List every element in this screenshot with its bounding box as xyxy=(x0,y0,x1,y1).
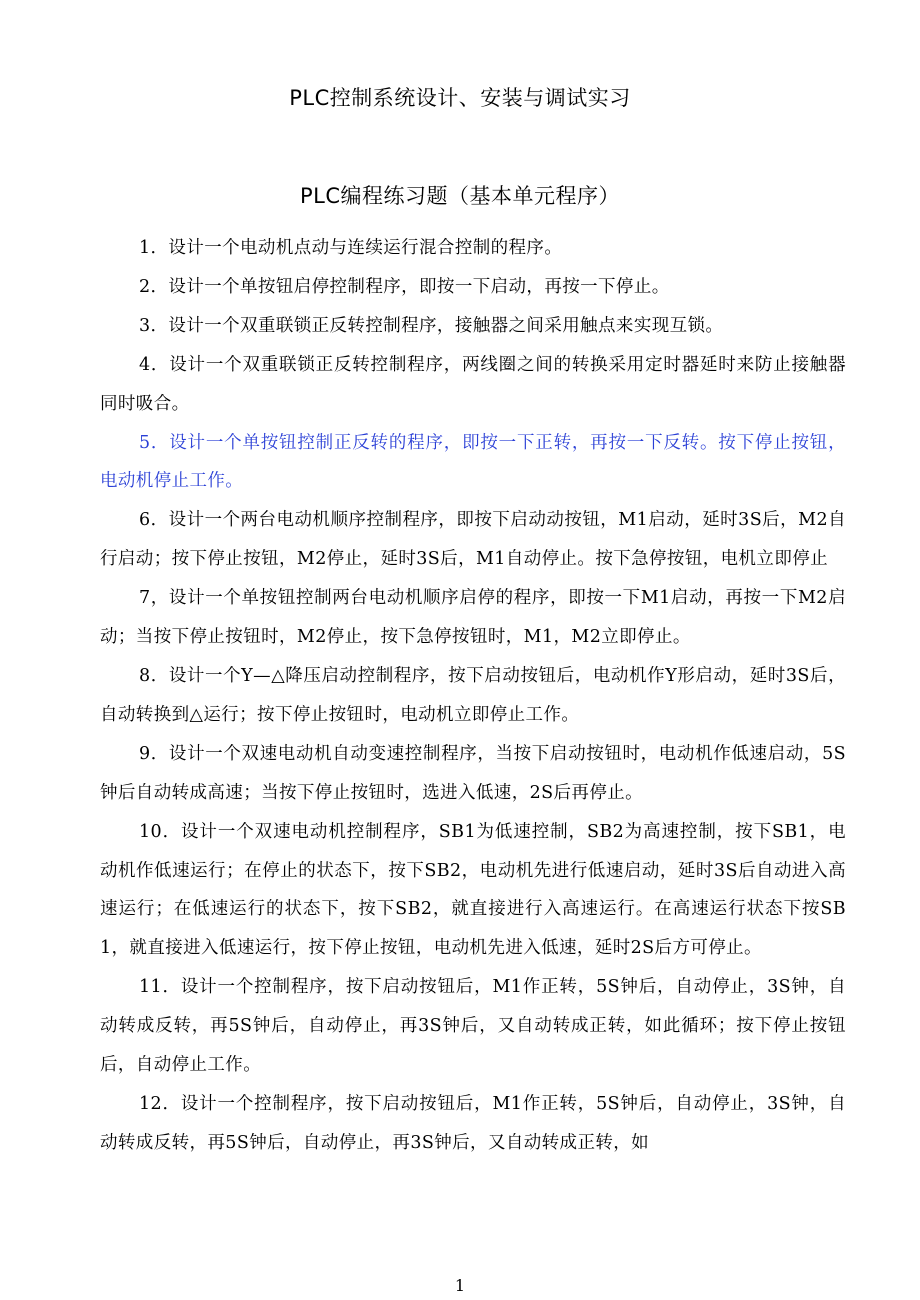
exercise-item-12: 12．设计一个控制程序，按下启动按钮后，M1作正转，5S钟后，自动停止，3S钟，自动转成反转，再5S钟后，自动停止，再3S钟后，又自动转成正转，如 xyxy=(100,1093,846,1153)
exercise-item-5-highlighted: 5．设计一个单按钮控制正反转的程序，即按一下正转，再按一下反转。按下停止按钮，电动机停止工作。 xyxy=(100,432,846,492)
exercise-item-3: 3．设计一个双重联锁正反转控制程序，接触器之间采用触点来实现互锁。 xyxy=(139,315,724,336)
document-title: PLC控制系统设计、安装与调试实习 xyxy=(289,86,631,110)
exercise-item-4: 4．设计一个双重联锁正反转控制程序，两线圈之间的转换采用定时器延时来防止接触器同时吸合。 xyxy=(100,354,846,414)
exercise-item-8: 8．设计一个Y—△降压启动控制程序，按下启动按钮后，电动机作Y形启动，延时3S后，自动转换到△运行；按下停止按钮时，电动机立即停止工作。 xyxy=(100,665,846,725)
exercise-item-9: 9．设计一个双速电动机自动变速控制程序，当按下启动按钮时，电动机作低速启动，5S钟后自动转成高速；当按下停止按钮时，选进入低速，2S后再停止。 xyxy=(100,743,846,803)
exercise-item-1: 1．设计一个电动机点动与连续运行混合控制的程序。 xyxy=(139,238,563,258)
exercise-item-7: 7，设计一个单按钮控制两台电动机顺序启停的程序，即按一下M1启动，再按一下M2启动；当按下停止按钮时，M2停止，按下急停按钮时，M1，M2立即停止。 xyxy=(100,588,846,648)
exercise-item-6: 6．设计一个两台电动机顺序控制程序，即按下启动动按钮，M1启动，延时3S后，M2自行启动；按下停止按钮，M2停止，延时3S后，M1自动停止。按下急停按钮，电机立即停止 xyxy=(100,510,846,570)
exercise-item-10: 10．设计一个双速电动机控制程序，SB1为低速控制，SB2为高速控制，按下SB1，电动机作低速运行；在停止的状态下，按下SB2，电动机先进行低速启动，延时3S后自动进入高速运行；在低速运行的状态下，按下SB2，就直接进行入高速运行。在高速运行状态下按SB1，就直接进入低速运行，按下停止按钮，电动机先进入低速，延时2S后方可停止。 xyxy=(100,821,846,959)
exercise-item-2: 2．设计一个单按钮启停控制程序，即按一下启动，再按一下停止。 xyxy=(139,276,670,297)
section-title: PLC编程练习题（基本单元程序） xyxy=(299,184,621,208)
exercise-item-11: 11．设计一个控制程序，按下启动按钮后，M1作正转，5S钟后，自动停止，3S钟，自动转成反转，再5S钟后，自动停止，再3S钟后，又自动转成正转，如此循环；按下停止按钮后，自动停止工作。 xyxy=(100,977,846,1076)
exercise-list xyxy=(100,229,846,1163)
page-number: 1 xyxy=(454,1276,466,1295)
